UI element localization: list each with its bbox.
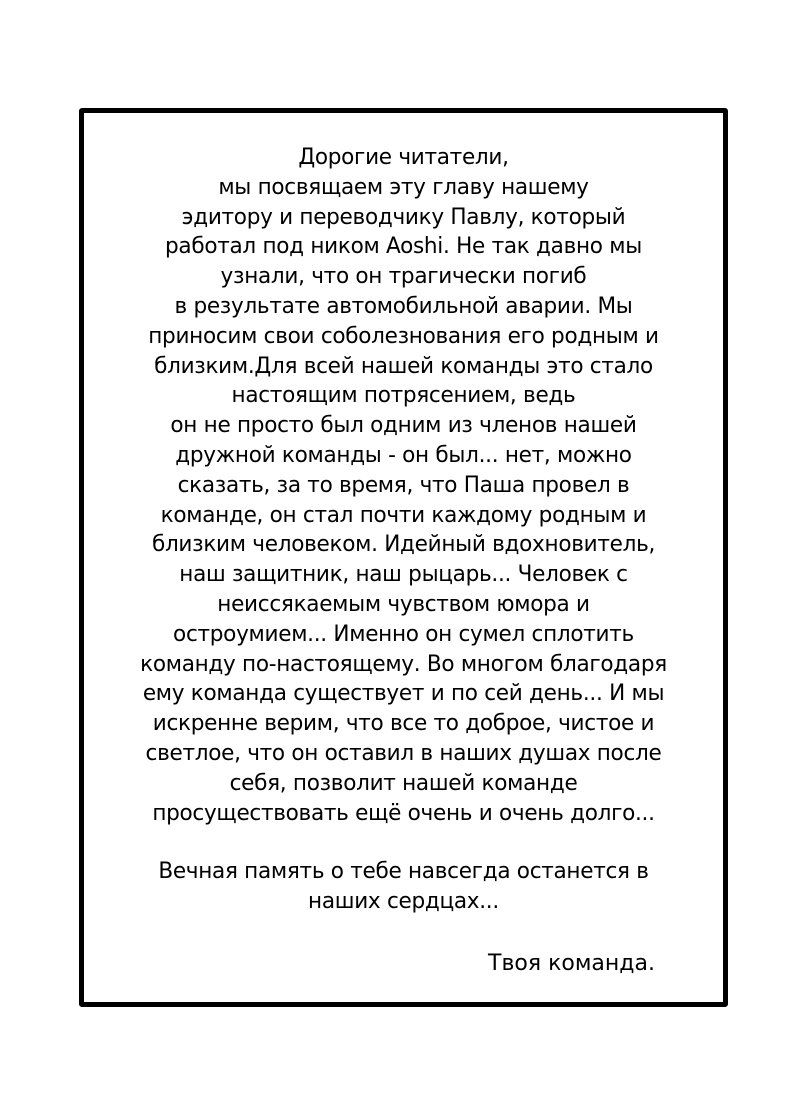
letter-line: мы посвящаем эту главу нашему — [218, 174, 589, 200]
letter-line: неиссякаемым чувством юмора и — [217, 591, 590, 617]
letter-line: искренне верим, что все то доброе, чистое и — [152, 711, 655, 737]
letter-line: наш защитник, наш рыцарь... Человек с — [179, 562, 628, 588]
letter-line: себя, позволит нашей команде — [229, 770, 578, 796]
letter-line: просуществовать ещё очень и очень долго... — [152, 800, 655, 826]
closing-line: Вечная память о тебе навсегда останется в — [158, 859, 649, 884]
letter-line: Дорогие читатели, — [298, 145, 509, 170]
letter-line: близким.Для всей нашей команды это стало — [154, 353, 653, 379]
letter-frame — [79, 108, 728, 1007]
letter-line: ему команда существует и по сей день... И мы — [142, 681, 665, 707]
closing-block — [84, 857, 723, 917]
letter-line: близким человеком. Идейный вдохновитель, — [151, 532, 656, 558]
letter-line: остроумием... Именно он сумел сплотить — [173, 621, 634, 647]
letter-line: эдитору и переводчику Павлу, который — [181, 204, 626, 230]
letter-line: команде, он стал почти каждому родным и — [160, 502, 647, 528]
letter-line: приносим свои соболезнования его родным и — [148, 323, 659, 349]
letter-body — [84, 143, 723, 828]
letter-line: он не просто был одним из членов нашей — [170, 413, 637, 439]
closing-line: наших сердцах... — [308, 888, 499, 914]
letter-line: узнали, что он трагически погиб — [220, 264, 587, 290]
signature: Твоя команда. — [488, 951, 655, 976]
letter-line: светлое, что он оставил в наших душах после — [145, 740, 662, 766]
letter-line: команду по-настоящему. Во многом благодаря — [140, 651, 667, 677]
letter-line: дружной команды - он был... нет, можно — [175, 442, 632, 468]
letter-line: в результате автомобильной аварии. Мы — [174, 293, 633, 319]
letter-line: настоящим потрясением, ведь — [231, 383, 576, 409]
letter-line: работал под ником Aoshi. Не так давно мы — [165, 234, 642, 260]
letter-line: сказать, за то время, что Паша провел в — [177, 472, 630, 498]
